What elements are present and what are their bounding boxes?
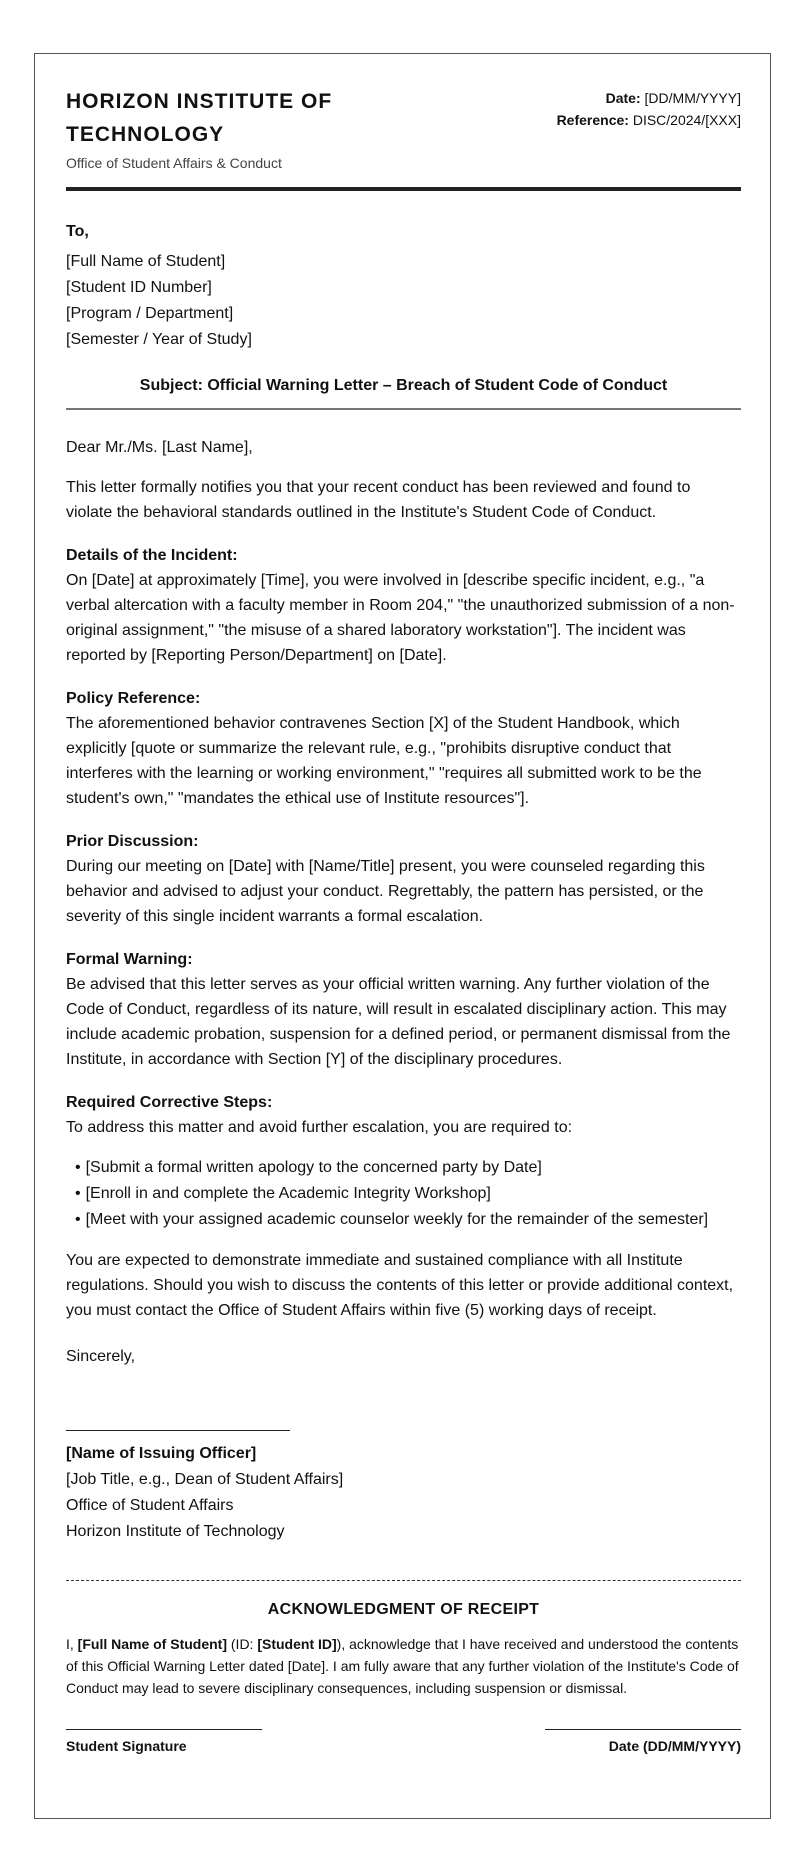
list-item: • [Enroll in and complete the Academic Integrity Workshop]	[75, 1181, 741, 1207]
section-body: To address this matter and avoid further escalation, you are required to:	[66, 1119, 573, 1136]
list-item: • [Submit a formal written apology to the concerned party by Date]	[75, 1155, 741, 1181]
header-divider	[66, 187, 741, 191]
date-value: [DD/MM/YYYY]	[644, 90, 741, 106]
sign-off: Sincerely,	[66, 1348, 136, 1365]
reference-value: DISC/2024/[XXX]	[632, 112, 741, 128]
recipient-semester: [Semester / Year of Study]	[66, 331, 252, 348]
section-body: On [Date] at approximately [Time], you were involved in [describe specific incident, e.g., "a verbal altercation with a faculty member in Room 204," "the unauthorized submission of a non-original assignment," "the misuse of a shared laboratory workstation"]. The incident was reported by [Reporting Person/Department] on [Date].	[66, 572, 735, 664]
section-title: Policy Reference:	[66, 690, 201, 707]
section-prior-discussion	[66, 829, 741, 929]
section-body: Be advised that this letter serves as your official written warning. Any further violation of the Code of Conduct, regardless of its nature, will result in escalated disciplinary action. This may include academic probation, suspension for a defined period, or permanent dismissal from the Institute, in accordance with Section [Y] of the disciplinary procedures.	[66, 976, 731, 1068]
ack-student-name: [Full Name of Student]	[77, 1636, 227, 1652]
reference-label: Reference:	[556, 112, 629, 128]
section-body: The aforementioned behavior contravenes Section [X] of the Student Handbook, which explicitly [quote or summarize the relevant rule, e.g., "prohibits disruptive conduct that interferes with the learning or working environment," "requires all submitted work to be the student's own," "mandates the ethical use of Institute resources"].	[66, 715, 702, 807]
ack-date-label: Date (DD/MM/YYYY)	[545, 1729, 741, 1754]
letter-meta	[557, 87, 741, 131]
salutation: Dear Mr./Ms. [Last Name],	[66, 439, 253, 456]
recipient-id: [Student ID Number]	[66, 279, 212, 296]
section-policy	[66, 686, 741, 811]
signer-name: [Name of Issuing Officer]	[66, 1445, 257, 1462]
letter-page	[34, 53, 771, 1819]
signer-office: Office of Student Affairs	[66, 1497, 234, 1514]
letterhead	[66, 85, 741, 187]
signer-institution: Horizon Institute of Technology	[66, 1523, 285, 1540]
intro-paragraph: This letter formally notifies you that your recent conduct has been reviewed and found to violate the behavioral standards outlined in the Institute's Student Code of Conduct.	[66, 479, 691, 521]
acknowledgment-text	[66, 1633, 741, 1699]
section-incident	[66, 543, 741, 668]
office-name: Office of Student Affairs & Conduct	[66, 155, 282, 171]
signer-title: [Job Title, e.g., Dean of Student Affairs]	[66, 1471, 344, 1488]
corrective-steps-list	[66, 1155, 741, 1233]
institution-name: HORIZON INSTITUTE OF TECHNOLOGY	[66, 90, 333, 146]
ack-rest: ), acknowledge that I have received and understood the contents of this Official Warning Letter dated [Date]. I am fully aware that any further violation of the Institute's Code of Conduct may lead to severe disciplinary consequences, including suspension or dismissal.	[66, 1636, 739, 1696]
signer-block	[66, 1441, 741, 1545]
ack-student-id: [Student ID]	[257, 1636, 337, 1652]
ack-prefix: I,	[66, 1636, 78, 1652]
section-title: Formal Warning:	[66, 951, 193, 968]
letter-content	[66, 85, 741, 1769]
section-formal-warning	[66, 947, 741, 1072]
section-title: Details of the Incident:	[66, 547, 238, 564]
section-corrective-steps	[66, 1090, 741, 1140]
ack-id-open: (ID:	[227, 1636, 258, 1652]
section-body: During our meeting on [Date] with [Name/Title] present, you were counseled regarding this behavior and advised to adjust your conduct. Regrettably, the pattern has persisted, or the severity of this single incident warrants a formal escalation.	[66, 858, 705, 925]
closing-paragraph: You are expected to demonstrate immediate and sustained compliance with all Institute regulations. Should you wish to discuss the contents of this letter or provide additional context, you must contact the Office of Student Affairs within five (5) working days of receipt.	[66, 1252, 734, 1319]
recipient-program: [Program / Department]	[66, 305, 234, 322]
student-signature-label: Student Signature	[66, 1729, 262, 1754]
acknowledgment-title: ACKNOWLEDGMENT OF RECEIPT	[267, 1601, 540, 1618]
date-label: Date:	[605, 90, 641, 106]
acknowledgment-signatures	[66, 1729, 741, 1769]
officer-signature-line	[66, 1430, 290, 1431]
recipient-name: [Full Name of Student]	[66, 253, 226, 270]
reference-row	[557, 109, 741, 131]
subject-line: Subject: Official Warning Letter – Breach of Student Code of Conduct	[66, 377, 741, 410]
acknowledgment-divider	[66, 1580, 741, 1581]
date-row	[557, 87, 741, 109]
list-item: • [Meet with your assigned academic counselor weekly for the remainder of the semester]	[75, 1207, 741, 1233]
recipient-block	[66, 219, 741, 353]
recipient-label: To,	[66, 223, 89, 240]
section-title: Required Corrective Steps:	[66, 1094, 273, 1111]
section-title: Prior Discussion:	[66, 833, 199, 850]
